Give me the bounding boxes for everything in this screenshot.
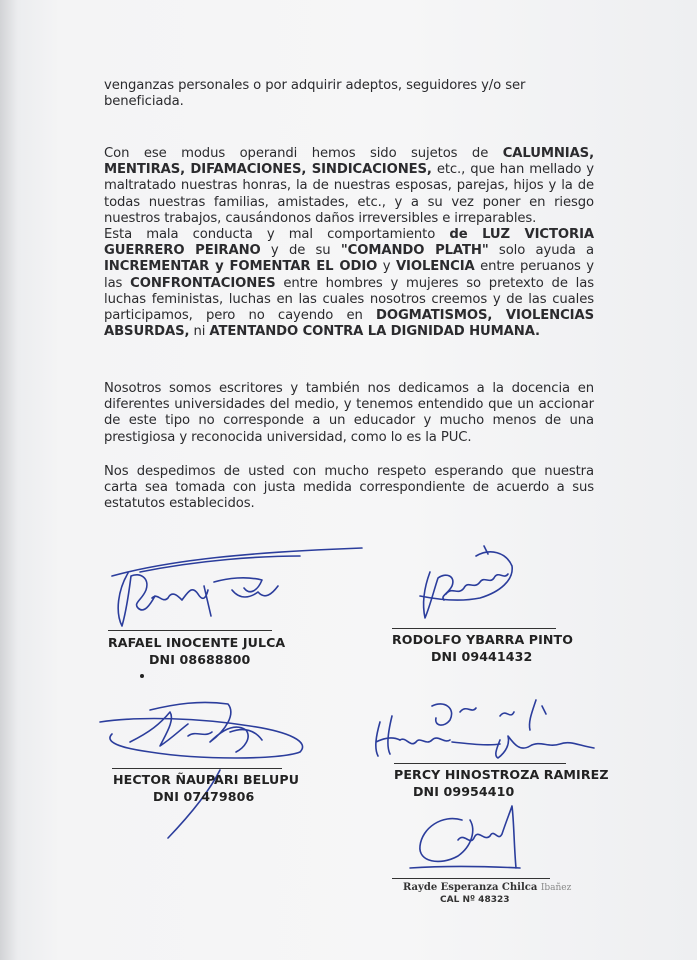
bold-run: INCREMENTAR y FOMENTAR EL ODIO [104, 259, 378, 275]
signature-line-hector [112, 768, 282, 769]
paragraph-writers: Nosotros somos escritores y también nos dedicamos a la docencia en diferentes universidades del medio, y tenemos entendido que un accionar de este tipo no corresponde a un educador y mucho menos de una prestigiosa y reconocida universidad, como lo es la PUC. [104, 381, 594, 445]
stamp-name-text: Rayde Esperanza Chilca [403, 882, 538, 893]
text-run: etc., que han mellado y maltratado nuestras honras, la de nuestras esposas, parejas, hijos y la de todas nuestras familias, amistades, etc., y a su vez poner en riesgo nuestros trabajos, causándonos daños irreversibles e irreparables. [104, 162, 594, 226]
bold-run: CONFRONTACIONES [130, 275, 276, 291]
signatory-dni-percy: DNI 09954410 [413, 784, 515, 799]
text-run: solo ayuda a [488, 243, 594, 259]
bold-run: DOGMATISMOS, VIOLENCIAS ABSURDAS, [104, 308, 594, 340]
signature-rafael [112, 548, 362, 626]
signatory-name-rodolfo: RODOLFO YBARRA PINTO [392, 632, 574, 647]
stamp-name-faint: Ibañez [540, 883, 572, 893]
line-text: venganzas personales o por adquirir adeptos, seguidores y/o ser [104, 78, 526, 93]
signature-rodolfo [420, 546, 512, 618]
bold-run: "COMANDO PLATH" [340, 243, 489, 259]
signature-rayde [410, 806, 520, 868]
text-run: Con ese modus operandi hemos sido sujetos de [104, 146, 503, 161]
text-run: y [377, 259, 396, 275]
text-run: ni [189, 324, 210, 340]
signatory-name-hector: HECTOR ÑAUPARI BELUPU [113, 772, 300, 787]
bold-run: de LUZ VICTORIA GUERRERO PEIRANO [104, 227, 594, 259]
text-run: entre peruanos y las [104, 259, 595, 291]
stamp-rule [392, 878, 550, 879]
signatory-name-percy: PERCY HINOSTROZA RAMIREZ [394, 767, 609, 782]
bold-run: CALUMNIAS, MENTIRAS, DIFAMACIONES, SINDICACIONES, [104, 146, 594, 178]
stamp-cal-number: CAL Nº 48323 [440, 895, 510, 905]
signature-line-rafael [108, 630, 272, 631]
signature-line-rodolfo [392, 628, 556, 629]
stamp-name [403, 882, 571, 893]
signatory-name-rafael: RAFAEL INOCENTE JULCA [108, 635, 286, 650]
text-run: y de su [260, 243, 341, 259]
bold-run: VIOLENCIA [395, 259, 475, 275]
signatory-dni-hector: DNI 07479806 [153, 789, 255, 804]
signature-line-percy [394, 763, 566, 764]
signature-percy [376, 700, 594, 758]
signature-hector [100, 702, 303, 838]
signatory-dni-rafael: DNI 08688800 [149, 652, 251, 667]
paragraph-farewell: Nos despedimos de usted con mucho respeto esperando que nuestra carta sea tomada con justa medida correspondiente de acuerdo a sus estatutos establecidos. [104, 464, 594, 512]
text-run: entre hombres y mujeres so pretexto de las luchas feministas, luchas en las cuales nosotros creemos y de las cuales participamos, pero no cayendo en [104, 275, 594, 324]
bold-run: ATENTANDO CONTRA LA DIGNIDAD HUMANA. [209, 324, 540, 340]
line-text: beneficiada. [104, 94, 184, 110]
text-run: Esta mala conducta y mal comportamiento [104, 227, 450, 243]
signatory-dni-rodolfo: DNI 09441432 [431, 649, 533, 664]
ink-dot [140, 674, 144, 678]
